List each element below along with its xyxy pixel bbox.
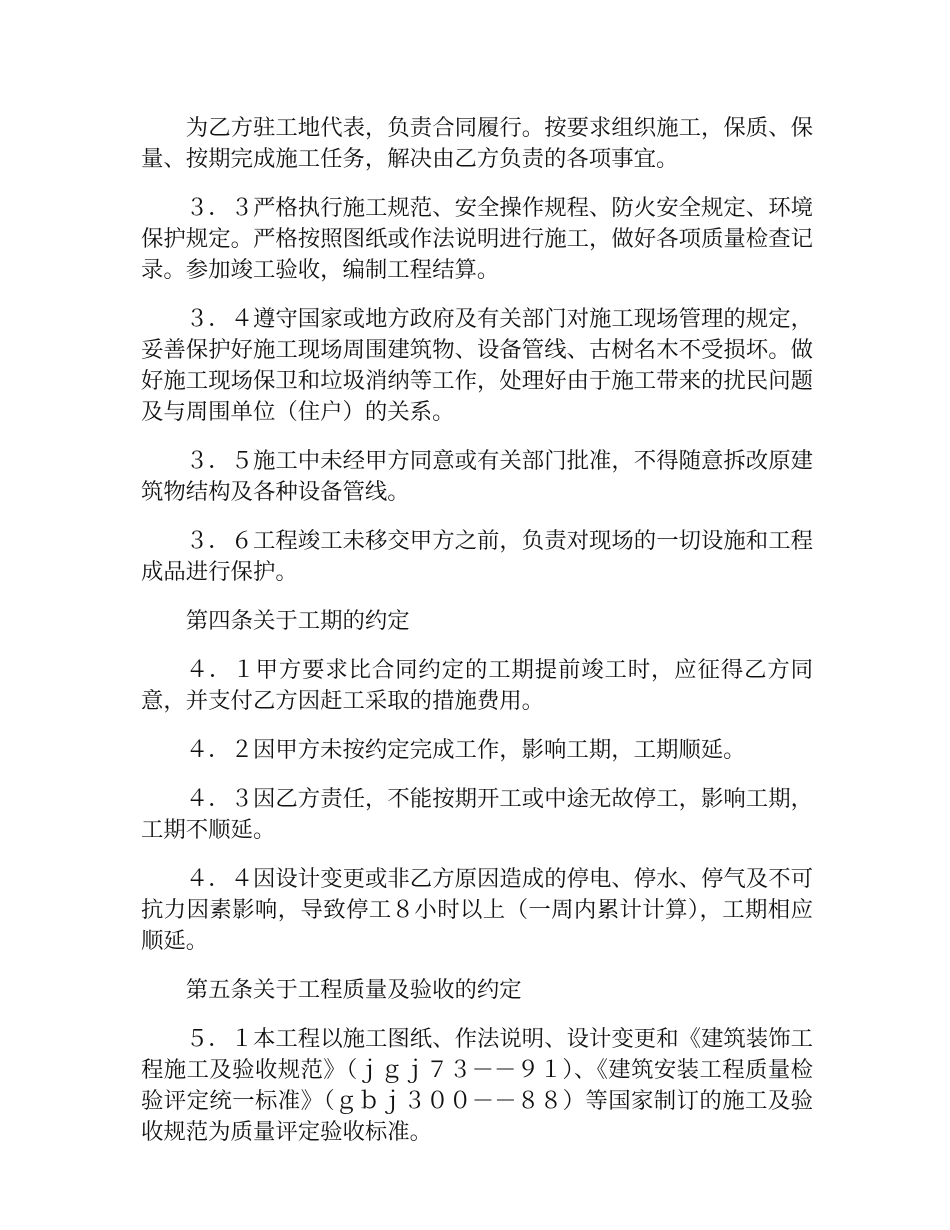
section-heading-article-5: 第五条关于工程质量及验收的约定 xyxy=(185,977,522,1003)
paragraph-clause-3-5: ３．５施工中未经甲方同意或有关部门批准，不得随意拆改原建筑物结构及各种设备管线。 xyxy=(141,448,813,505)
paragraph-clause-4-1: ４．１甲方要求比合同约定的工期提前竣工时，应征得乙方同意，并支付乙方因赶工采取的措施费用。 xyxy=(141,657,813,714)
paragraph-clause-3-4: ３．４遵守国家或地方政府及有关部门对施工现场管理的规定，妥善保护好施工现场周围建筑物、设备管线、古树名木不受损坏。做好施工现场保卫和垃圾消纳等工作，处理好由于施工带来的扰民问题及与周围单位（住户）的关系。 xyxy=(141,306,813,425)
paragraph-clause-4-4: ４．４因设计变更或非乙方原因造成的停电、停水、停气及不可抗力因素影响，导致停工８小时以上（一周内累计计算），工期相应顺延。 xyxy=(141,866,813,954)
paragraph-clause-4-3: ４．３因乙方责任，不能按期开工或中途无故停工，影响工期，工期不顺延。 xyxy=(141,786,813,843)
document-body xyxy=(141,113,813,1166)
paragraph-clause-4-2: ４．２因甲方未按约定完成工作，影响工期，工期顺延。 xyxy=(185,737,746,763)
paragraph-contractor-representative: 为乙方驻工地代表，负责合同履行。按要求组织施工，保质、保量、按期完成施工任务，解决由乙方负责的各项事宜。 xyxy=(141,115,813,172)
paragraph-clause-3-6: ３．６工程竣工未移交甲方之前，负责对现场的一切设施和工程成品进行保护。 xyxy=(141,528,813,585)
paragraph-clause-5-1: ５．１本工程以施工图纸、作法说明、设计变更和《建筑装饰工程施工及验收规范》（ｊｇｊ７３－－９１）、《建筑安装工程质量检验评定统一标准》（ｇｂｊ３００－－８８）等国家制订的施工及验收规范为质量评定验收标准。 xyxy=(141,1026,813,1145)
paragraph-clause-3-3: ３．３严格执行施工规范、安全操作规程、防火安全规定、环境保护规定。严格按照图纸或作法说明进行施工，做好各项质量检查记录。参加竣工验收，编制工程结算。 xyxy=(141,195,813,283)
section-heading-article-4: 第四条关于工期的约定 xyxy=(185,608,410,634)
